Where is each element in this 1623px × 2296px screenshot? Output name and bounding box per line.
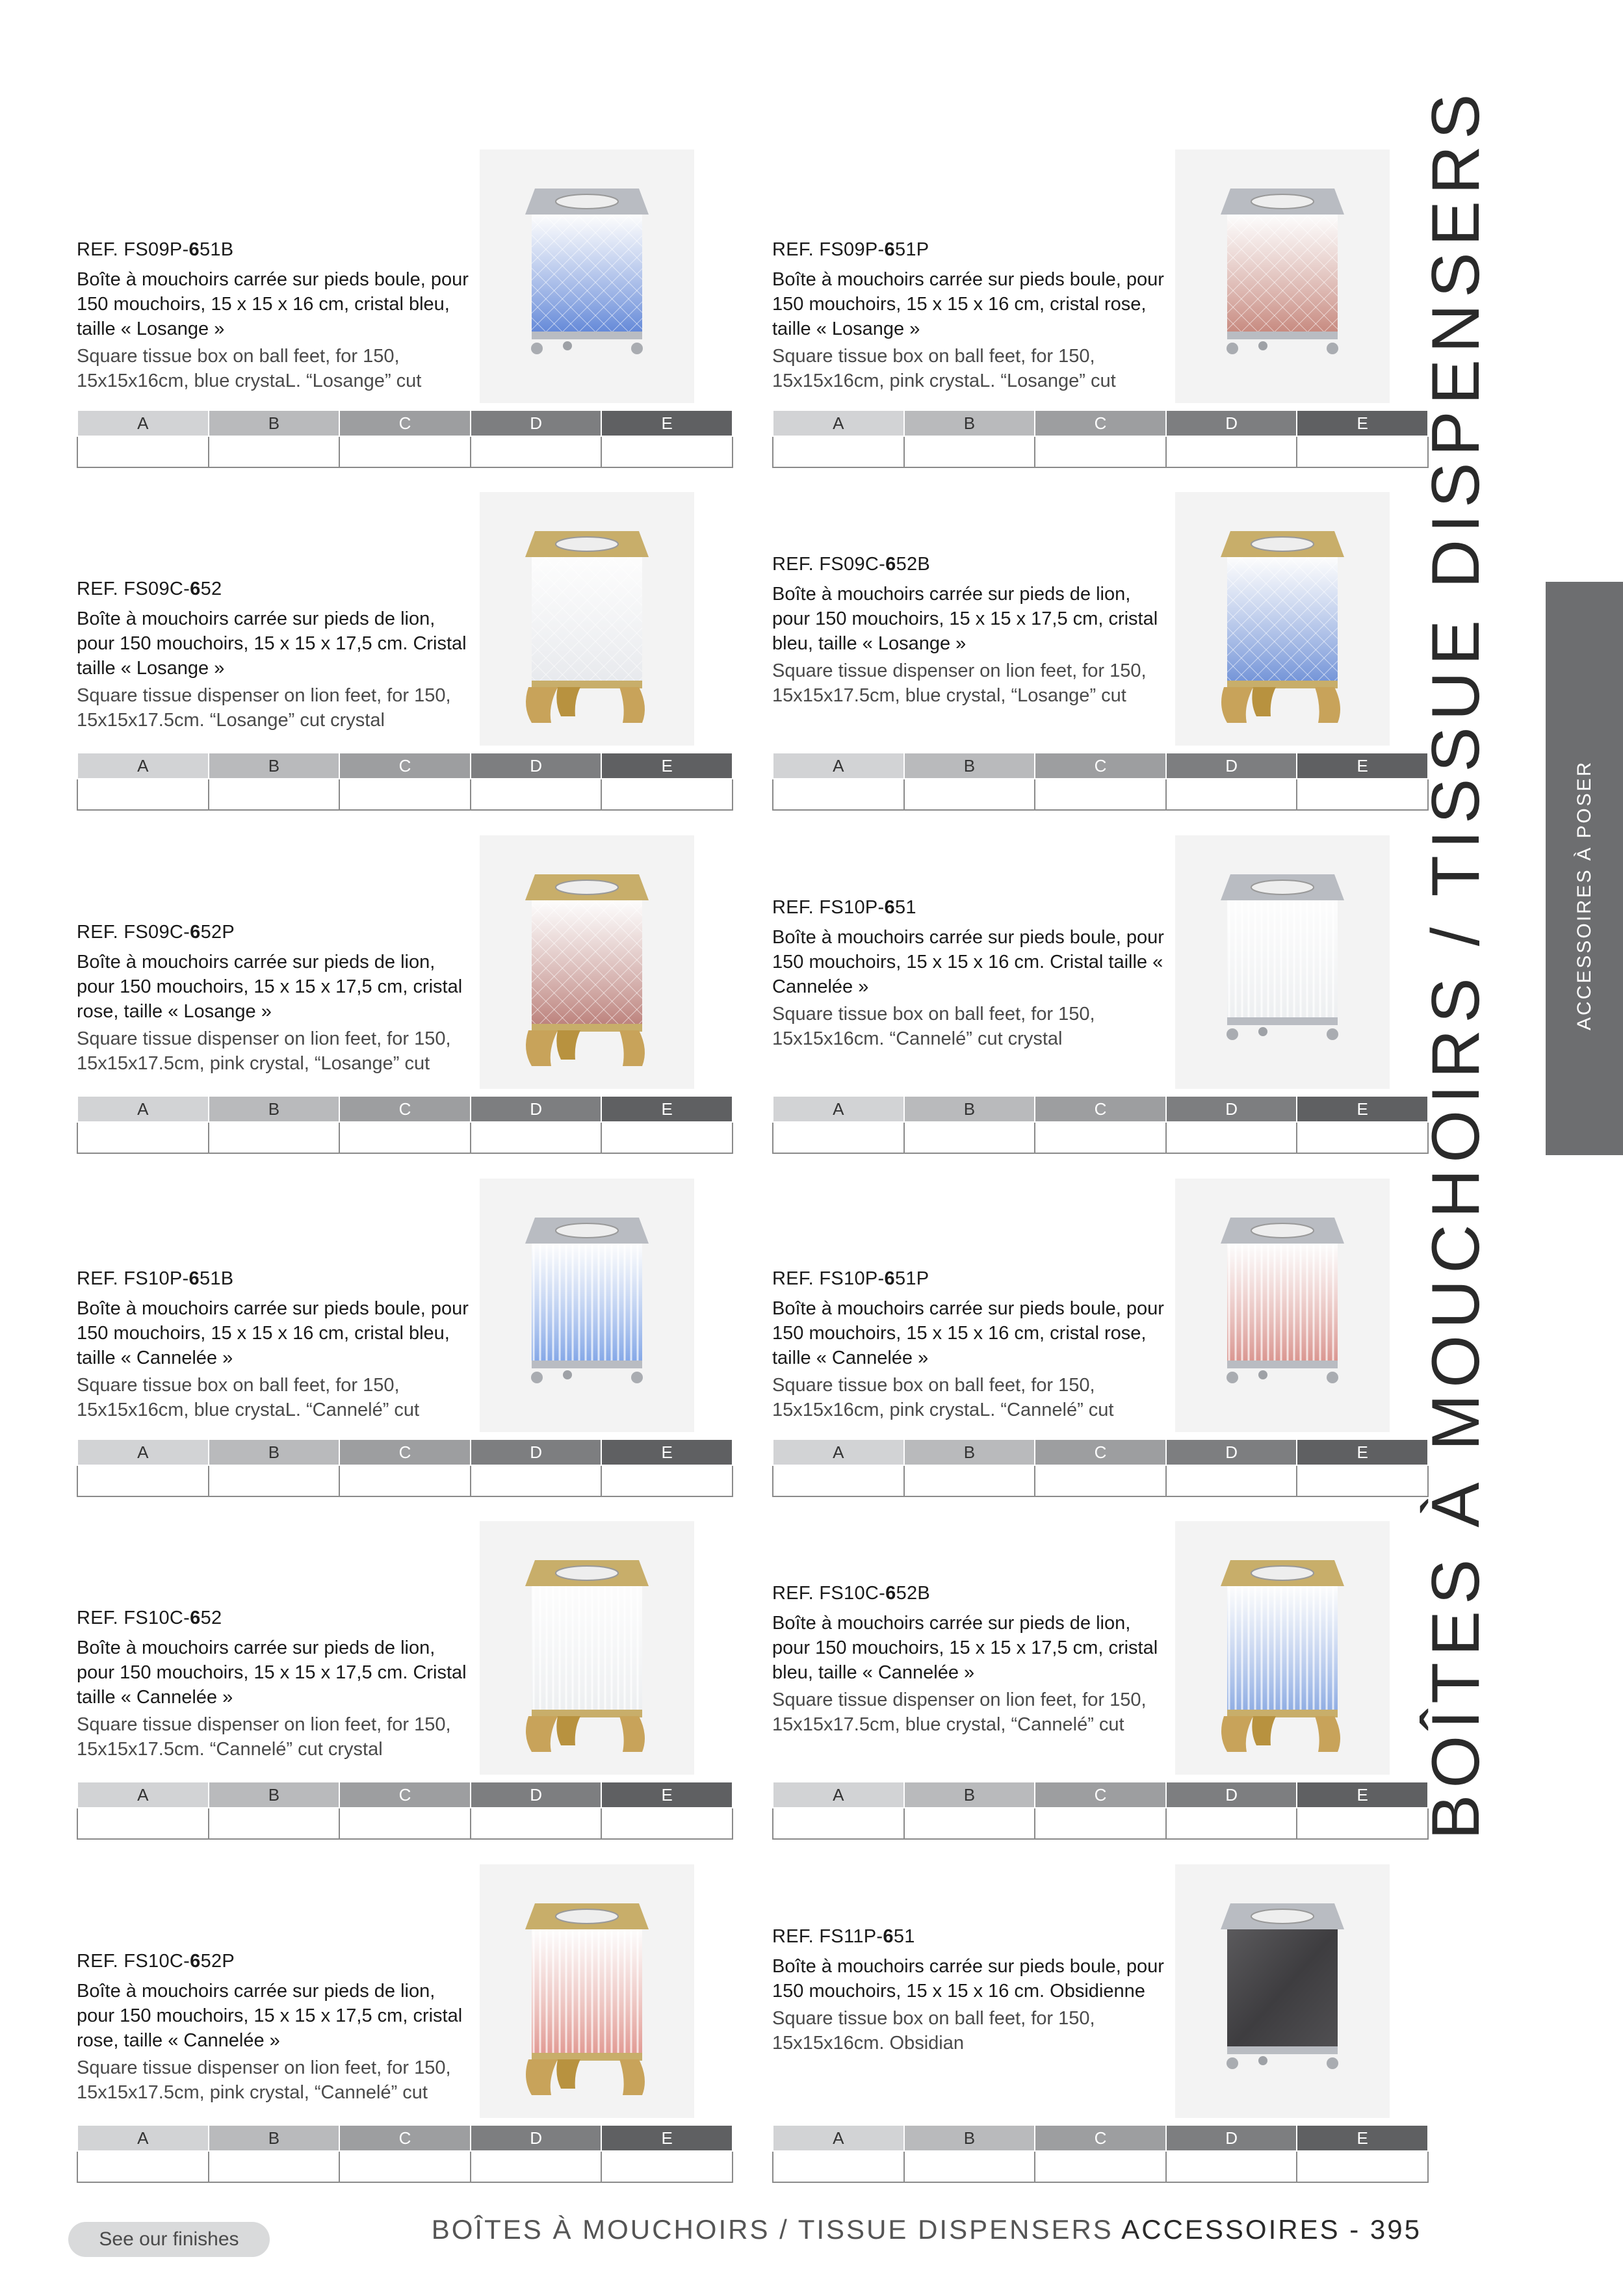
product-description-en: Square tissue box on ball feet, for 150, 15x15x16cm, blue crystaL. “Losange” cut <box>77 346 422 391</box>
finish-cell-b[interactable] <box>904 2151 1035 2182</box>
finish-header-c: C <box>339 753 471 779</box>
finish-header-d: D <box>471 410 602 436</box>
finish-cell-c[interactable] <box>339 2151 471 2182</box>
finish-header-a: A <box>77 1439 209 1465</box>
finish-header-a: A <box>773 1096 904 1122</box>
product-description-fr: Boîte à mouchoirs carrée sur pieds de lion, pour 150 mouchoirs, 15 x 15 x 17,5 cm. Cristal taille « Cannelée » <box>77 1637 467 1708</box>
product-description-en: Square tissue box on ball feet, for 150, 15x15x16cm. “Cannelé” cut crystal <box>772 1004 1095 1049</box>
finish-header-e: E <box>1297 1782 1428 1808</box>
product-description-en: Square tissue dispenser on lion feet, for 150, 15x15x17.5cm, blue crystal, “Cannelé” cut <box>772 1689 1147 1735</box>
finish-table <box>77 410 733 468</box>
finish-cell-c[interactable] <box>1035 779 1166 810</box>
finish-cell-d[interactable] <box>1166 779 1297 810</box>
page-title-vertical: BOÎTES À MOUCHOIRS / TISSUE DISPENSERS <box>1418 87 1494 1840</box>
finish-header-c: C <box>1035 1439 1166 1465</box>
finish-header-b: B <box>904 1439 1035 1465</box>
finish-header-e: E <box>1297 1096 1428 1122</box>
finish-header-c: C <box>339 1096 471 1122</box>
product-description-fr: Boîte à mouchoirs carrée sur pieds de lion, pour 150 mouchoirs, 15 x 15 x 17,5 cm. Cristal taille « Losange » <box>77 608 467 679</box>
finish-cell-a[interactable] <box>773 2151 904 2182</box>
finish-cell-e[interactable] <box>601 436 733 467</box>
finish-header-b: B <box>209 1782 340 1808</box>
product-info <box>772 1266 1169 1422</box>
finish-header-e: E <box>601 1439 733 1465</box>
product-image <box>480 1521 694 1775</box>
finish-header-b: B <box>904 1782 1035 1808</box>
finish-header-a: A <box>77 753 209 779</box>
finish-cell-c[interactable] <box>339 779 471 810</box>
finish-header-c: C <box>339 2125 471 2151</box>
product-reference: REF. FS10P-651P <box>772 1268 929 1289</box>
footer-category: ACCESSOIRES - 395 <box>1121 2214 1422 2245</box>
product-reference: REF. FS09P-651B <box>77 239 234 260</box>
product-info <box>77 1606 473 1762</box>
finish-cell-b[interactable] <box>209 2151 340 2182</box>
finish-cell-b[interactable] <box>904 779 1035 810</box>
finish-cell-d[interactable] <box>1166 436 1297 467</box>
finish-cell-a[interactable] <box>773 1465 904 1496</box>
finish-header-d: D <box>471 2125 602 2151</box>
finish-cell-d[interactable] <box>1166 2151 1297 2182</box>
product-info <box>77 1266 473 1422</box>
finish-header-e: E <box>601 1096 733 1122</box>
finish-cell-c[interactable] <box>1035 436 1166 467</box>
product-reference: REF. FS09C-652 <box>77 579 222 599</box>
product-card <box>772 1179 1429 1484</box>
product-card <box>77 835 733 1141</box>
finish-header-a: A <box>773 1439 904 1465</box>
finish-table <box>772 1781 1429 1840</box>
product-card <box>77 1864 733 2170</box>
product-description-en: Square tissue box on ball feet, for 150, 15x15x16cm, pink crystaL. “Losange” cut <box>772 346 1116 391</box>
product-card <box>772 1864 1429 2170</box>
finish-header-b: B <box>209 1096 340 1122</box>
finish-header-e: E <box>1297 410 1428 436</box>
product-description-fr: Boîte à mouchoirs carrée sur pieds boule, pour 150 mouchoirs, 15 x 15 x 16 cm, cristal rose, taille « Cannelée » <box>772 1298 1164 1368</box>
product-info <box>77 920 473 1076</box>
finish-cell-b[interactable] <box>209 1122 340 1153</box>
product-description-fr: Boîte à mouchoirs carrée sur pieds boule, pour 150 mouchoirs, 15 x 15 x 16 cm. Cristal taille « Cannelée » <box>772 927 1164 997</box>
finish-table <box>772 1439 1429 1497</box>
finish-cell-e[interactable] <box>601 1122 733 1153</box>
product-reference: REF. FS09P-651P <box>772 239 929 260</box>
product-description-en: Square tissue dispenser on lion feet, for 150, 15x15x17.5cm, blue crystal, “Losange” cut <box>772 660 1147 706</box>
finish-header-c: C <box>1035 1782 1166 1808</box>
product-description-en: Square tissue dispenser on lion feet, for 150, 15x15x17.5cm. “Losange” cut crystal <box>77 685 451 731</box>
finish-cell-c[interactable] <box>1035 2151 1166 2182</box>
product-card <box>77 1179 733 1484</box>
finish-header-c: C <box>339 1782 471 1808</box>
finish-header-d: D <box>1166 410 1297 436</box>
finish-cell-a[interactable] <box>773 1122 904 1153</box>
product-reference: REF. FS09C-652B <box>772 554 931 575</box>
finish-cell-e[interactable] <box>1297 1808 1428 1839</box>
product-description-en: Square tissue dispenser on lion feet, for 150, 15x15x17.5cm, pink crystal, “Cannelé” cut <box>77 2057 451 2103</box>
product-image <box>480 1864 694 2118</box>
finish-table <box>77 2124 733 2183</box>
finish-header-e: E <box>1297 753 1428 779</box>
finish-cell-a[interactable] <box>77 779 209 810</box>
product-image <box>1175 1864 1390 2118</box>
finish-header-b: B <box>209 410 340 436</box>
finish-header-a: A <box>773 410 904 436</box>
product-reference: REF. FS10C-652 <box>77 1608 222 1628</box>
finish-header-e: E <box>601 753 733 779</box>
product-image <box>480 492 694 746</box>
finish-cell-e[interactable] <box>1297 1465 1428 1496</box>
finish-header-c: C <box>339 410 471 436</box>
product-card <box>772 1521 1429 1827</box>
product-image <box>480 1179 694 1432</box>
product-reference: REF. FS11P-651 <box>772 1926 915 1947</box>
product-image <box>1175 150 1390 403</box>
finish-header-e: E <box>601 1782 733 1808</box>
finish-header-c: C <box>1035 2125 1166 2151</box>
finish-cell-d[interactable] <box>1166 1808 1297 1839</box>
finish-header-d: D <box>471 1096 602 1122</box>
finish-table <box>77 1439 733 1497</box>
finish-header-e: E <box>1297 2125 1428 2151</box>
finish-cell-d[interactable] <box>471 1122 602 1153</box>
finish-header-d: D <box>1166 1439 1297 1465</box>
product-description-fr: Boîte à mouchoirs carrée sur pieds boule, pour 150 mouchoirs, 15 x 15 x 16 cm, cristal bleu, taille « Cannelée » <box>77 1298 469 1368</box>
product-image <box>1175 1521 1390 1775</box>
finish-cell-b[interactable] <box>904 1465 1035 1496</box>
product-reference: REF. FS10C-652B <box>772 1583 931 1604</box>
finish-cell-c[interactable] <box>1035 1122 1166 1153</box>
product-image <box>480 835 694 1089</box>
see-finishes-button[interactable]: See our finishes <box>68 2222 270 2257</box>
finish-header-b: B <box>209 2125 340 2151</box>
product-reference: REF. FS09C-652P <box>77 922 235 943</box>
finish-cell-c[interactable] <box>339 1808 471 1839</box>
finish-header-a: A <box>773 2125 904 2151</box>
product-reference: REF. FS10C-652P <box>77 1951 235 1972</box>
product-info <box>772 1581 1169 1737</box>
finish-cell-e[interactable] <box>601 2151 733 2182</box>
product-card <box>772 150 1429 455</box>
finish-header-e: E <box>601 410 733 436</box>
product-description-fr: Boîte à mouchoirs carrée sur pieds boule, pour 150 mouchoirs, 15 x 15 x 16 cm. Obsidienne <box>772 1956 1164 2002</box>
finish-cell-b[interactable] <box>209 779 340 810</box>
product-image <box>1175 1179 1390 1432</box>
finish-table <box>77 1095 733 1154</box>
product-card <box>77 150 733 455</box>
finish-cell-e[interactable] <box>1297 2151 1428 2182</box>
finish-header-d: D <box>1166 2125 1297 2151</box>
finish-table <box>772 2124 1429 2183</box>
page-footer <box>432 2210 1422 2249</box>
finish-cell-d[interactable] <box>471 1465 602 1496</box>
product-description-en: Square tissue dispenser on lion feet, for 150, 15x15x17.5cm. “Cannelé” cut crystal <box>77 1714 451 1760</box>
product-info <box>77 237 473 393</box>
finish-header-d: D <box>1166 1782 1297 1808</box>
finish-cell-e[interactable] <box>1297 779 1428 810</box>
finish-table <box>772 1095 1429 1154</box>
finish-header-d: D <box>1166 753 1297 779</box>
product-description-fr: Boîte à mouchoirs carrée sur pieds de lion, pour 150 mouchoirs, 15 x 15 x 17,5 cm, cristal bleu, taille « Losange » <box>772 584 1158 654</box>
finish-cell-a[interactable] <box>77 1122 209 1153</box>
finish-header-a: A <box>77 1096 209 1122</box>
finish-header-a: A <box>77 1782 209 1808</box>
finish-cell-a[interactable] <box>77 436 209 467</box>
finish-header-a: A <box>773 1782 904 1808</box>
product-info <box>77 577 473 733</box>
finish-cell-b[interactable] <box>904 436 1035 467</box>
finish-cell-a[interactable] <box>773 1808 904 1839</box>
product-card <box>77 492 733 798</box>
finish-cell-b[interactable] <box>209 1465 340 1496</box>
finish-cell-e[interactable] <box>1297 436 1428 467</box>
finish-cell-b[interactable] <box>904 1808 1035 1839</box>
product-description-en: Square tissue box on ball feet, for 150, 15x15x16cm, pink crystaL. “Cannelé” cut <box>772 1375 1114 1420</box>
product-reference: REF. FS10P-651 <box>772 897 916 918</box>
finish-cell-b[interactable] <box>904 1122 1035 1153</box>
finish-cell-e[interactable] <box>601 1808 733 1839</box>
product-reference: REF. FS10P-651B <box>77 1268 234 1289</box>
finish-cell-a[interactable] <box>773 779 904 810</box>
finish-table <box>772 752 1429 811</box>
finish-cell-a[interactable] <box>77 2151 209 2182</box>
product-description-en: Square tissue box on ball feet, for 150, 15x15x16cm. Obsidian <box>772 2008 1095 2054</box>
finish-cell-e[interactable] <box>601 1465 733 1496</box>
finish-cell-a[interactable] <box>77 1465 209 1496</box>
finish-cell-e[interactable] <box>1297 1122 1428 1153</box>
side-tab-label: ACCESSOIRES À POSER <box>1574 760 1595 1030</box>
finish-cell-d[interactable] <box>471 779 602 810</box>
footer-section: BOÎTES À MOUCHOIRS / TISSUE DISPENSERS <box>431 2214 1113 2245</box>
finish-header-e: E <box>601 2125 733 2151</box>
finish-header-c: C <box>1035 753 1166 779</box>
finish-cell-e[interactable] <box>601 779 733 810</box>
finish-header-b: B <box>904 1096 1035 1122</box>
product-description-fr: Boîte à mouchoirs carrée sur pieds de lion, pour 150 mouchoirs, 15 x 15 x 17,5 cm, cristal bleu, taille « Cannelée » <box>772 1613 1158 1683</box>
finish-cell-d[interactable] <box>1166 1122 1297 1153</box>
finish-table <box>77 1781 733 1840</box>
finish-header-d: D <box>1166 1096 1297 1122</box>
product-card <box>772 492 1429 798</box>
finish-cell-b[interactable] <box>209 436 340 467</box>
finish-header-c: C <box>339 1439 471 1465</box>
product-description-fr: Boîte à mouchoirs carrée sur pieds boule, pour 150 mouchoirs, 15 x 15 x 16 cm, cristal bleu, taille « Losange » <box>77 269 469 339</box>
product-image <box>480 150 694 403</box>
product-description-fr: Boîte à mouchoirs carrée sur pieds de lion, pour 150 mouchoirs, 15 x 15 x 17,5 cm, cristal rose, taille « Cannelée » <box>77 1981 463 2051</box>
product-image <box>1175 492 1390 746</box>
finish-header-a: A <box>773 753 904 779</box>
finish-cell-c[interactable] <box>1035 1465 1166 1496</box>
product-info <box>772 895 1169 1051</box>
finish-cell-d[interactable] <box>471 436 602 467</box>
side-tab[interactable] <box>1546 582 1623 1155</box>
finish-header-e: E <box>1297 1439 1428 1465</box>
finish-cell-a[interactable] <box>773 436 904 467</box>
product-card <box>772 835 1429 1141</box>
finish-table <box>77 752 733 811</box>
finish-header-b: B <box>209 1439 340 1465</box>
product-info <box>77 1949 473 2105</box>
finish-header-b: B <box>904 753 1035 779</box>
finish-cell-c[interactable] <box>339 1465 471 1496</box>
finish-header-b: B <box>904 2125 1035 2151</box>
finish-header-d: D <box>471 753 602 779</box>
product-description-en: Square tissue dispenser on lion feet, for 150, 15x15x17.5cm, pink crystal, “Losange” cut <box>77 1028 451 1074</box>
finish-cell-d[interactable] <box>471 1808 602 1839</box>
product-image <box>1175 835 1390 1089</box>
finish-header-d: D <box>471 1782 602 1808</box>
product-info <box>772 1924 1169 2055</box>
finish-header-d: D <box>471 1439 602 1465</box>
finish-header-c: C <box>1035 410 1166 436</box>
finish-cell-d[interactable] <box>1166 1465 1297 1496</box>
product-info <box>772 237 1169 393</box>
finish-cell-a[interactable] <box>77 1808 209 1839</box>
finish-header-b: B <box>209 753 340 779</box>
product-info <box>772 552 1169 708</box>
finish-cell-d[interactable] <box>471 2151 602 2182</box>
finish-header-b: B <box>904 410 1035 436</box>
finish-cell-c[interactable] <box>1035 1808 1166 1839</box>
finish-cell-c[interactable] <box>339 436 471 467</box>
finish-cell-c[interactable] <box>339 1122 471 1153</box>
finish-table <box>772 410 1429 468</box>
finish-header-a: A <box>77 410 209 436</box>
finish-header-c: C <box>1035 1096 1166 1122</box>
product-description-fr: Boîte à mouchoirs carrée sur pieds boule, pour 150 mouchoirs, 15 x 15 x 16 cm, cristal rose, taille « Losange » <box>772 269 1164 339</box>
product-description-fr: Boîte à mouchoirs carrée sur pieds de lion, pour 150 mouchoirs, 15 x 15 x 17,5 cm, cristal rose, taille « Losange » <box>77 952 463 1022</box>
product-description-en: Square tissue box on ball feet, for 150, 15x15x16cm, blue crystaL. “Cannelé” cut <box>77 1375 420 1420</box>
finish-header-a: A <box>77 2125 209 2151</box>
product-card <box>77 1521 733 1827</box>
finish-cell-b[interactable] <box>209 1808 340 1839</box>
